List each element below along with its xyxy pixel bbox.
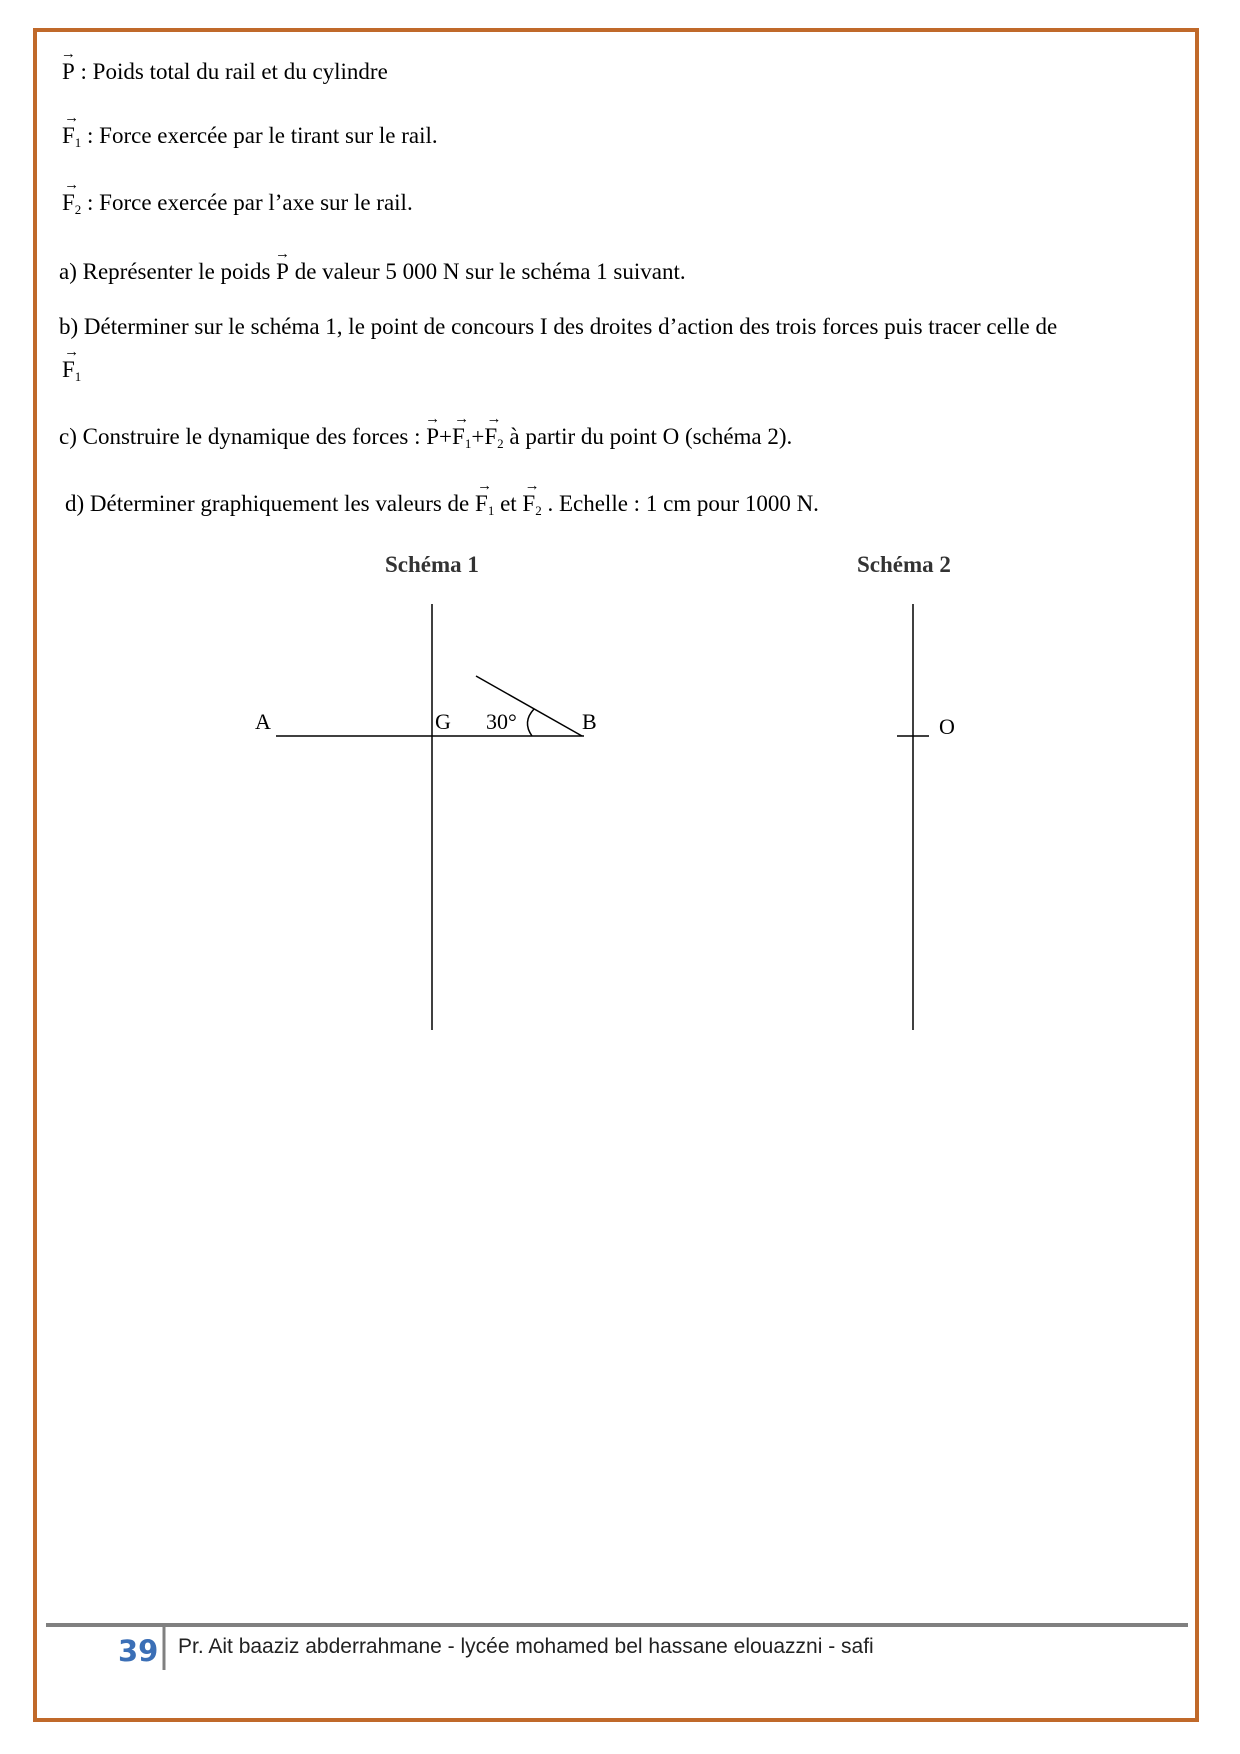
vector-f2-letter: F: [62, 190, 75, 215]
schema1-label-a: A: [255, 709, 271, 734]
schema1-angle-arc: [527, 709, 534, 736]
question-c-f1-index: 1: [464, 436, 472, 451]
question-d-f2-index: 2: [535, 503, 542, 518]
schema1-angle-label: 30°: [486, 709, 517, 734]
question-c-f1-letter: F: [452, 424, 465, 449]
question-b-vector-index: 1: [74, 369, 82, 384]
definition-p-text: : Poids total du rail et du cylindre: [74, 59, 388, 84]
schema1-label-b: B: [582, 709, 597, 734]
footer-credit: Pr. Ait baaziz abderrahmane - lycée mohamed bel hassane elouazzni - safi: [178, 1635, 874, 1658]
question-c-prefix: c) Construire le dynamique des forces :: [59, 424, 427, 449]
schema1-title: Schéma 1: [385, 552, 479, 577]
question-b-line1: b) Déterminer sur le schéma 1, le point de concours I des droites d’action des trois forces puis tracer celle de: [59, 314, 1058, 339]
vector-f1-index: 1: [74, 135, 82, 150]
vector-f1-letter: F: [62, 123, 75, 148]
definition-f1-text: : Force exercée par le tirant sur le rail.: [81, 123, 438, 148]
question-c-f2-index: 2: [497, 436, 504, 451]
question-a-prefix: a) Représenter le poids: [59, 259, 277, 284]
question-c-f2-letter: F: [484, 424, 498, 449]
question-a-suffix: de valeur 5 000 N sur le schéma 1 suivant.: [288, 259, 686, 284]
question-d-mid: et: [494, 491, 523, 516]
question-d-suffix: . Echelle : 1 cm pour 1000 N.: [541, 491, 819, 516]
question-b-vector-letter: F: [62, 357, 75, 382]
question-d-f1-index: 1: [487, 503, 495, 518]
question-d-f2-letter: F: [522, 491, 536, 516]
schema2-label-o: O: [939, 714, 955, 739]
question-a-vector: → P: [276, 260, 289, 283]
question-d-f1-letter: F: [475, 491, 488, 516]
definition-f2-text: : Force exercée par l’axe sur le rail.: [81, 190, 413, 215]
question-c-plus-1: +: [439, 424, 453, 449]
question-c-plus-2: +: [471, 424, 485, 449]
question-c-suffix: à partir du point O (schéma 2).: [503, 424, 793, 449]
question-d-prefix: d) Déterminer graphiquement les valeurs de: [65, 491, 476, 516]
page-number: 39: [118, 1634, 159, 1668]
schema1-label-g: G: [435, 709, 451, 734]
vector-p-symbol: → P: [62, 60, 75, 83]
schema2-title: Schéma 2: [857, 552, 951, 577]
question-c-vector-p: → P: [426, 425, 439, 448]
vector-f2-index: 2: [74, 202, 82, 217]
